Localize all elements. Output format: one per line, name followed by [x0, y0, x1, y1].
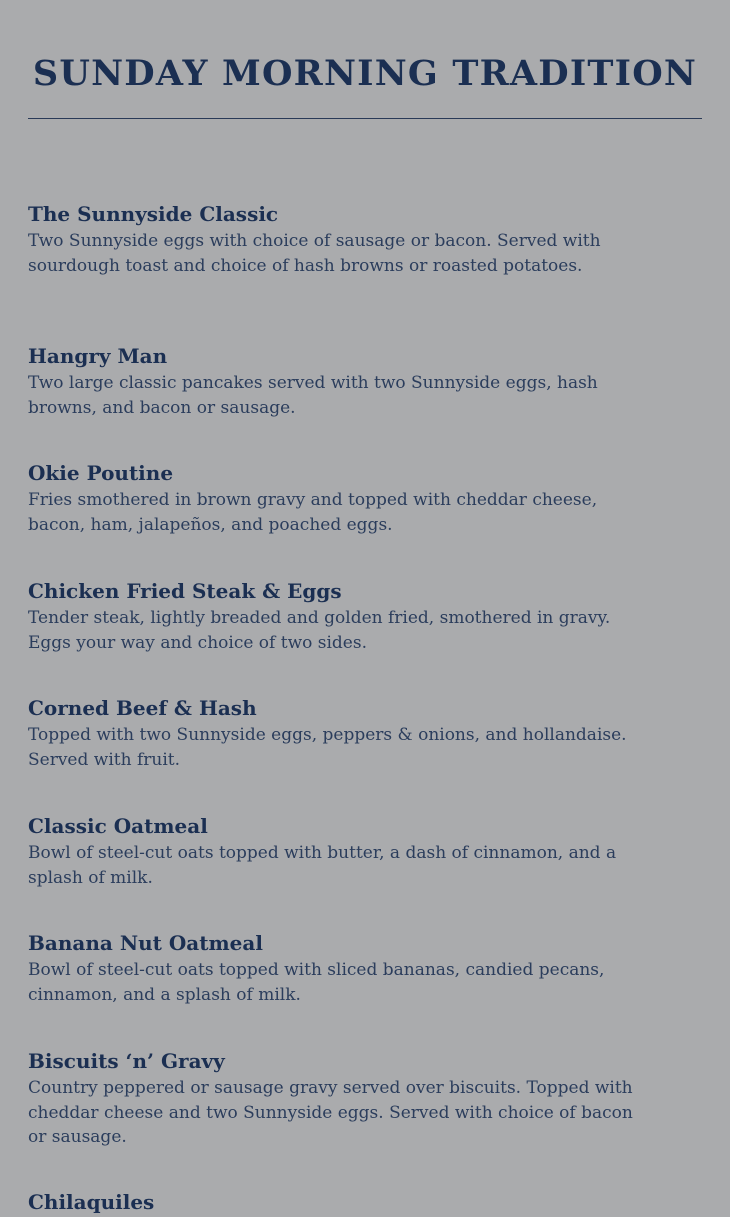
- menu-item: [28, 1046, 668, 1150]
- menu-item-description: Fries smothered in brown gravy and topped with cheddar cheese, bacon, ham, jalapeños, and poached eggs.: [28, 490, 598, 535]
- menu-item-description: Bowl of steel-cut oats topped with butter, a dash of cinnamon, and a splash of milk.: [28, 843, 617, 888]
- menu-item: [28, 341, 668, 420]
- menu-item-description: Two Sunnyside eggs with choice of sausage or bacon. Served with sourdough toast and choice of hash browns or roasted potatoes.: [28, 231, 601, 276]
- menu-item-name: Classic Oatmeal: [28, 814, 208, 838]
- menu-item: [28, 693, 668, 772]
- menu-item: [28, 458, 668, 537]
- menu-item-description: Country peppered or sausage gravy served over biscuits. Topped with cheddar cheese and two Sunnyside eggs. Served with choice of bacon or sausage.: [28, 1078, 633, 1148]
- menu-item: [28, 928, 668, 1007]
- menu-item-name: The Sunnyside Classic: [28, 202, 279, 226]
- page-title: SUNDAY MORNING TRADITION: [32, 53, 698, 94]
- menu-item: [28, 576, 668, 655]
- menu-item-name: Okie Poutine: [28, 461, 174, 485]
- menu-item-description: Tender steak, lightly breaded and golden fried, smothered in gravy. Eggs your way and choice of two sides.: [28, 608, 611, 653]
- menu-item-name: Banana Nut Oatmeal: [28, 931, 263, 955]
- menu-item-name: Corned Beef & Hash: [28, 696, 257, 720]
- menu-item-description: Bowl of steel-cut oats topped with sliced bananas, candied pecans, cinnamon, and a splash of milk.: [28, 960, 605, 1005]
- menu-item-name: Biscuits ‘n’ Gravy: [28, 1049, 225, 1073]
- menu-item-name: Chicken Fried Steak & Eggs: [28, 579, 342, 603]
- menu-item: [28, 811, 668, 890]
- menu-item-description: Two large classic pancakes served with two Sunnyside eggs, hash browns, and bacon or sausage.: [28, 373, 598, 418]
- menu-item-name: Hangry Man: [28, 344, 168, 368]
- menu-item: [28, 1187, 668, 1217]
- menu-item-name: Chilaquiles: [28, 1190, 155, 1214]
- menu-item-description: Topped with two Sunnyside eggs, peppers & onions, and hollandaise. Served with fruit.: [28, 725, 627, 770]
- title-divider: [28, 118, 702, 119]
- menu-item: [28, 199, 668, 278]
